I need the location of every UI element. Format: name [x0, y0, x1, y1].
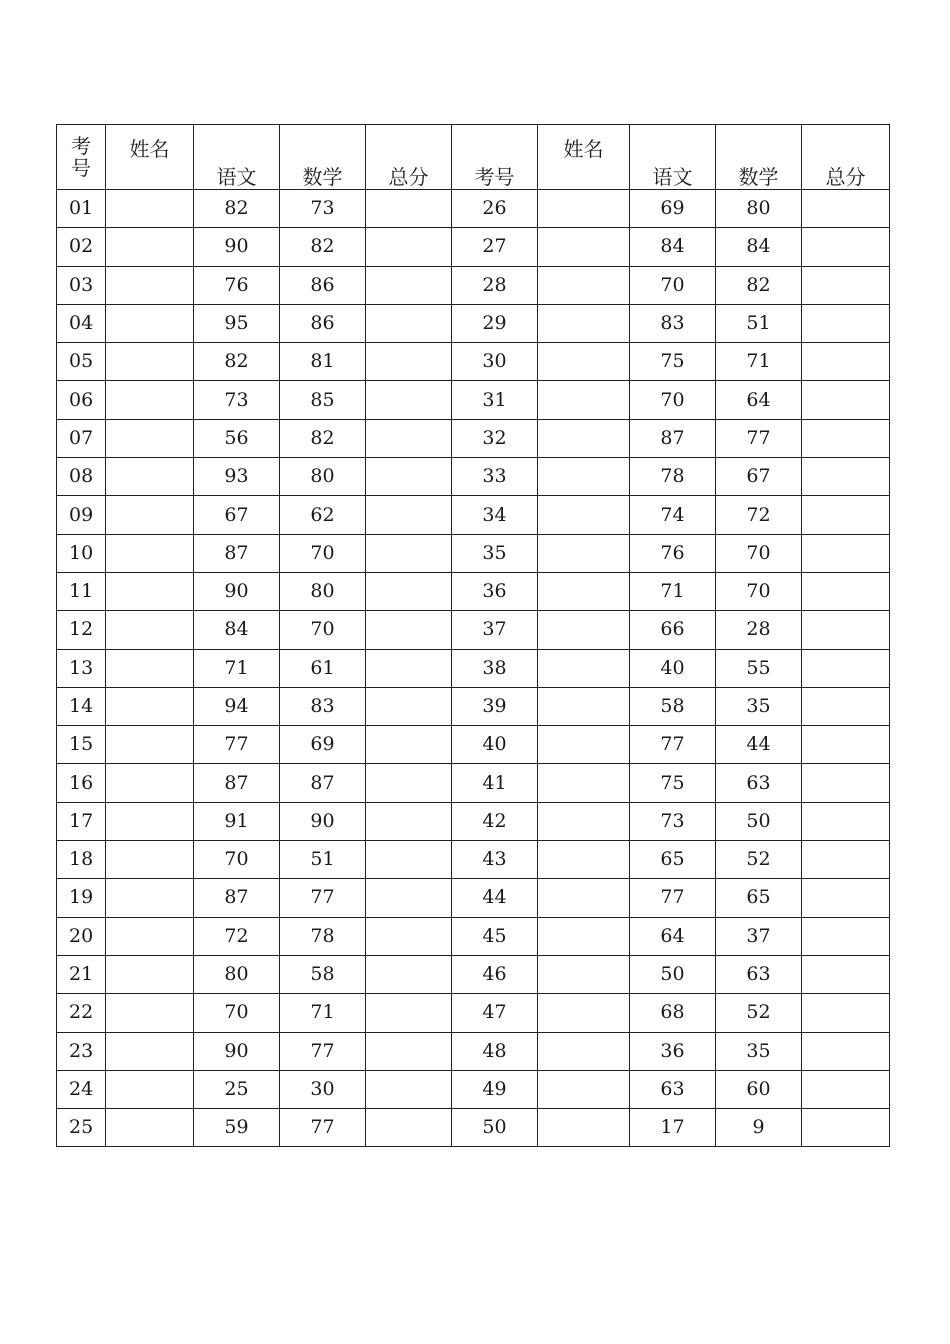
table-row	[57, 611, 890, 649]
right-name-cell	[538, 266, 630, 304]
left-chinese-cell: 71	[194, 649, 280, 687]
table-body	[57, 190, 890, 1147]
right-name-cell	[538, 994, 630, 1032]
header-row	[57, 125, 890, 190]
right-id-cell: 48	[452, 1032, 538, 1070]
right-total-cell	[802, 994, 890, 1032]
right-id-cell: 50	[452, 1109, 538, 1147]
right-chinese-cell: 65	[630, 841, 716, 879]
right-total-cell	[802, 228, 890, 266]
left-id-cell: 22	[57, 994, 106, 1032]
right-chinese-cell: 36	[630, 1032, 716, 1070]
right-chinese-cell: 66	[630, 611, 716, 649]
left-name-cell	[106, 994, 194, 1032]
left-math-cell: 81	[280, 343, 366, 381]
right-math-cell: 67	[716, 458, 802, 496]
right-total-cell	[802, 687, 890, 725]
table-row	[57, 534, 890, 572]
left-id-cell: 13	[57, 649, 106, 687]
right-chinese-cell: 75	[630, 343, 716, 381]
left-math-cell: 78	[280, 917, 366, 955]
header-left-id	[57, 125, 106, 190]
left-math-cell: 70	[280, 534, 366, 572]
right-id-cell: 47	[452, 994, 538, 1032]
right-chinese-cell: 78	[630, 458, 716, 496]
left-name-cell	[106, 304, 194, 342]
right-id-cell: 35	[452, 534, 538, 572]
table-row	[57, 955, 890, 993]
left-chinese-cell: 94	[194, 687, 280, 725]
right-total-cell	[802, 304, 890, 342]
left-math-cell: 62	[280, 496, 366, 534]
table-row	[57, 1070, 890, 1108]
right-id-cell: 37	[452, 611, 538, 649]
left-id-cell: 10	[57, 534, 106, 572]
left-math-cell: 86	[280, 304, 366, 342]
right-math-cell: 52	[716, 994, 802, 1032]
header-left-chinese: 语文	[194, 125, 280, 190]
left-chinese-cell: 76	[194, 266, 280, 304]
right-id-cell: 49	[452, 1070, 538, 1108]
left-total-cell	[366, 649, 452, 687]
right-name-cell	[538, 572, 630, 610]
right-chinese-cell: 17	[630, 1109, 716, 1147]
header-left-id-line1: 考	[71, 134, 91, 158]
right-total-cell	[802, 1032, 890, 1070]
right-name-cell	[538, 687, 630, 725]
right-total-cell	[802, 649, 890, 687]
right-math-cell: 72	[716, 496, 802, 534]
left-id-cell: 09	[57, 496, 106, 534]
left-chinese-cell: 70	[194, 841, 280, 879]
right-name-cell	[538, 304, 630, 342]
right-chinese-cell: 40	[630, 649, 716, 687]
left-math-cell: 90	[280, 802, 366, 840]
left-math-cell: 73	[280, 190, 366, 228]
left-total-cell	[366, 381, 452, 419]
left-name-cell	[106, 266, 194, 304]
right-chinese-cell: 84	[630, 228, 716, 266]
right-chinese-cell: 64	[630, 917, 716, 955]
left-chinese-cell: 90	[194, 228, 280, 266]
header-right-id: 考号	[452, 125, 538, 190]
left-total-cell	[366, 994, 452, 1032]
table-row	[57, 687, 890, 725]
left-id-cell: 05	[57, 343, 106, 381]
table-row	[57, 994, 890, 1032]
header-right-chinese: 语文	[630, 125, 716, 190]
left-chinese-cell: 87	[194, 764, 280, 802]
left-name-cell	[106, 611, 194, 649]
right-math-cell: 35	[716, 1032, 802, 1070]
right-name-cell	[538, 841, 630, 879]
score-table	[56, 124, 890, 1147]
left-id-cell: 08	[57, 458, 106, 496]
right-math-cell: 50	[716, 802, 802, 840]
table-row	[57, 649, 890, 687]
right-name-cell	[538, 879, 630, 917]
left-name-cell	[106, 726, 194, 764]
right-total-cell	[802, 879, 890, 917]
header-left-math: 数学	[280, 125, 366, 190]
left-chinese-cell: 82	[194, 343, 280, 381]
right-chinese-cell: 71	[630, 572, 716, 610]
left-name-cell	[106, 841, 194, 879]
left-math-cell: 82	[280, 228, 366, 266]
left-math-cell: 83	[280, 687, 366, 725]
left-chinese-cell: 91	[194, 802, 280, 840]
left-math-cell: 80	[280, 458, 366, 496]
right-math-cell: 44	[716, 726, 802, 764]
left-name-cell	[106, 190, 194, 228]
right-math-cell: 64	[716, 381, 802, 419]
right-name-cell	[538, 1070, 630, 1108]
left-id-cell: 07	[57, 419, 106, 457]
left-id-cell: 04	[57, 304, 106, 342]
left-name-cell	[106, 879, 194, 917]
right-name-cell	[538, 419, 630, 457]
right-id-cell: 46	[452, 955, 538, 993]
right-math-cell: 70	[716, 534, 802, 572]
left-chinese-cell: 84	[194, 611, 280, 649]
left-id-cell: 14	[57, 687, 106, 725]
header-right-name: 姓名	[538, 125, 630, 190]
left-id-cell: 23	[57, 1032, 106, 1070]
left-math-cell: 80	[280, 572, 366, 610]
right-id-cell: 29	[452, 304, 538, 342]
right-name-cell	[538, 190, 630, 228]
right-id-cell: 39	[452, 687, 538, 725]
right-total-cell	[802, 190, 890, 228]
left-total-cell	[366, 304, 452, 342]
left-chinese-cell: 59	[194, 1109, 280, 1147]
left-name-cell	[106, 917, 194, 955]
left-name-cell	[106, 764, 194, 802]
left-name-cell	[106, 687, 194, 725]
table-row	[57, 1032, 890, 1070]
left-math-cell: 71	[280, 994, 366, 1032]
left-math-cell: 30	[280, 1070, 366, 1108]
right-math-cell: 63	[716, 764, 802, 802]
right-total-cell	[802, 802, 890, 840]
table-row	[57, 802, 890, 840]
left-chinese-cell: 73	[194, 381, 280, 419]
header-right-total: 总分	[802, 125, 890, 190]
left-name-cell	[106, 955, 194, 993]
right-math-cell: 71	[716, 343, 802, 381]
left-total-cell	[366, 228, 452, 266]
right-chinese-cell: 76	[630, 534, 716, 572]
right-math-cell: 52	[716, 841, 802, 879]
right-id-cell: 42	[452, 802, 538, 840]
right-total-cell	[802, 496, 890, 534]
left-total-cell	[366, 1032, 452, 1070]
left-total-cell	[366, 534, 452, 572]
left-chinese-cell: 25	[194, 1070, 280, 1108]
right-math-cell: 84	[716, 228, 802, 266]
right-total-cell	[802, 726, 890, 764]
table-row	[57, 496, 890, 534]
right-name-cell	[538, 764, 630, 802]
right-name-cell	[538, 1032, 630, 1070]
left-chinese-cell: 87	[194, 534, 280, 572]
right-name-cell	[538, 343, 630, 381]
header-right-math: 数学	[716, 125, 802, 190]
left-chinese-cell: 95	[194, 304, 280, 342]
right-math-cell: 77	[716, 419, 802, 457]
right-total-cell	[802, 343, 890, 381]
right-chinese-cell: 77	[630, 879, 716, 917]
left-chinese-cell: 77	[194, 726, 280, 764]
right-math-cell: 51	[716, 304, 802, 342]
right-chinese-cell: 70	[630, 266, 716, 304]
left-chinese-cell: 56	[194, 419, 280, 457]
left-id-cell: 11	[57, 572, 106, 610]
left-total-cell	[366, 458, 452, 496]
right-name-cell	[538, 381, 630, 419]
left-math-cell: 82	[280, 419, 366, 457]
right-math-cell: 82	[716, 266, 802, 304]
right-id-cell: 27	[452, 228, 538, 266]
left-chinese-cell: 90	[194, 572, 280, 610]
right-name-cell	[538, 534, 630, 572]
right-chinese-cell: 87	[630, 419, 716, 457]
right-chinese-cell: 75	[630, 764, 716, 802]
left-chinese-cell: 90	[194, 1032, 280, 1070]
right-id-cell: 28	[452, 266, 538, 304]
table-row	[57, 228, 890, 266]
left-total-cell	[366, 343, 452, 381]
left-math-cell: 87	[280, 764, 366, 802]
left-chinese-cell: 72	[194, 917, 280, 955]
header-left-total: 总分	[366, 125, 452, 190]
right-id-cell: 30	[452, 343, 538, 381]
left-total-cell	[366, 917, 452, 955]
right-total-cell	[802, 611, 890, 649]
right-chinese-cell: 69	[630, 190, 716, 228]
right-math-cell: 28	[716, 611, 802, 649]
left-name-cell	[106, 1032, 194, 1070]
left-name-cell	[106, 649, 194, 687]
right-total-cell	[802, 841, 890, 879]
left-math-cell: 69	[280, 726, 366, 764]
left-id-cell: 15	[57, 726, 106, 764]
left-math-cell: 51	[280, 841, 366, 879]
header-left-id-line2: 号	[71, 156, 91, 180]
right-name-cell	[538, 917, 630, 955]
right-math-cell: 37	[716, 917, 802, 955]
left-id-cell: 19	[57, 879, 106, 917]
right-math-cell: 35	[716, 687, 802, 725]
right-chinese-cell: 70	[630, 381, 716, 419]
left-id-cell: 16	[57, 764, 106, 802]
left-name-cell	[106, 802, 194, 840]
right-math-cell: 60	[716, 1070, 802, 1108]
left-math-cell: 58	[280, 955, 366, 993]
left-id-cell: 06	[57, 381, 106, 419]
right-id-cell: 41	[452, 764, 538, 802]
left-name-cell	[106, 1109, 194, 1147]
table-row	[57, 190, 890, 228]
left-chinese-cell: 80	[194, 955, 280, 993]
table-row	[57, 304, 890, 342]
left-total-cell	[366, 572, 452, 610]
right-name-cell	[538, 458, 630, 496]
left-total-cell	[366, 419, 452, 457]
right-name-cell	[538, 955, 630, 993]
right-total-cell	[802, 419, 890, 457]
left-name-cell	[106, 228, 194, 266]
left-id-cell: 01	[57, 190, 106, 228]
left-total-cell	[366, 879, 452, 917]
left-name-cell	[106, 572, 194, 610]
left-id-cell: 18	[57, 841, 106, 879]
left-id-cell: 24	[57, 1070, 106, 1108]
right-id-cell: 26	[452, 190, 538, 228]
table-row	[57, 458, 890, 496]
right-name-cell	[538, 1109, 630, 1147]
left-math-cell: 61	[280, 649, 366, 687]
right-total-cell	[802, 572, 890, 610]
right-id-cell: 45	[452, 917, 538, 955]
left-chinese-cell: 87	[194, 879, 280, 917]
left-name-cell	[106, 496, 194, 534]
table-row	[57, 726, 890, 764]
left-name-cell	[106, 419, 194, 457]
right-id-cell: 40	[452, 726, 538, 764]
right-math-cell: 70	[716, 572, 802, 610]
table-header	[57, 125, 890, 190]
table-row	[57, 266, 890, 304]
right-name-cell	[538, 496, 630, 534]
left-total-cell	[366, 1070, 452, 1108]
left-total-cell	[366, 266, 452, 304]
header-left-name: 姓名	[106, 125, 194, 190]
left-name-cell	[106, 343, 194, 381]
right-chinese-cell: 83	[630, 304, 716, 342]
left-total-cell	[366, 726, 452, 764]
left-id-cell: 02	[57, 228, 106, 266]
left-total-cell	[366, 496, 452, 534]
table-row	[57, 1109, 890, 1147]
right-id-cell: 33	[452, 458, 538, 496]
left-chinese-cell: 82	[194, 190, 280, 228]
right-chinese-cell: 68	[630, 994, 716, 1032]
table-row	[57, 343, 890, 381]
left-chinese-cell: 70	[194, 994, 280, 1032]
right-id-cell: 31	[452, 381, 538, 419]
right-chinese-cell: 50	[630, 955, 716, 993]
right-total-cell	[802, 534, 890, 572]
right-total-cell	[802, 955, 890, 993]
right-math-cell: 63	[716, 955, 802, 993]
left-total-cell	[366, 190, 452, 228]
right-id-cell: 44	[452, 879, 538, 917]
table-row	[57, 381, 890, 419]
left-total-cell	[366, 687, 452, 725]
right-chinese-cell: 58	[630, 687, 716, 725]
right-math-cell: 9	[716, 1109, 802, 1147]
left-name-cell	[106, 381, 194, 419]
right-math-cell: 80	[716, 190, 802, 228]
left-total-cell	[366, 802, 452, 840]
table-row	[57, 572, 890, 610]
right-name-cell	[538, 611, 630, 649]
left-math-cell: 70	[280, 611, 366, 649]
right-total-cell	[802, 381, 890, 419]
left-id-cell: 25	[57, 1109, 106, 1147]
left-total-cell	[366, 841, 452, 879]
right-name-cell	[538, 228, 630, 266]
right-id-cell: 34	[452, 496, 538, 534]
right-id-cell: 32	[452, 419, 538, 457]
right-total-cell	[802, 266, 890, 304]
left-total-cell	[366, 611, 452, 649]
right-math-cell: 65	[716, 879, 802, 917]
left-id-cell: 17	[57, 802, 106, 840]
left-id-cell: 12	[57, 611, 106, 649]
right-name-cell	[538, 649, 630, 687]
right-id-cell: 36	[452, 572, 538, 610]
right-name-cell	[538, 802, 630, 840]
left-id-cell: 21	[57, 955, 106, 993]
right-total-cell	[802, 917, 890, 955]
right-total-cell	[802, 764, 890, 802]
table-row	[57, 419, 890, 457]
left-math-cell: 77	[280, 1109, 366, 1147]
left-name-cell	[106, 458, 194, 496]
right-chinese-cell: 77	[630, 726, 716, 764]
table-row	[57, 917, 890, 955]
left-math-cell: 86	[280, 266, 366, 304]
right-chinese-cell: 74	[630, 496, 716, 534]
left-total-cell	[366, 764, 452, 802]
left-chinese-cell: 67	[194, 496, 280, 534]
right-math-cell: 55	[716, 649, 802, 687]
table-row	[57, 879, 890, 917]
right-id-cell: 43	[452, 841, 538, 879]
left-id-cell: 03	[57, 266, 106, 304]
left-math-cell: 77	[280, 1032, 366, 1070]
table-row	[57, 764, 890, 802]
left-total-cell	[366, 1109, 452, 1147]
right-id-cell: 38	[452, 649, 538, 687]
table-row	[57, 841, 890, 879]
left-id-cell: 20	[57, 917, 106, 955]
left-chinese-cell: 93	[194, 458, 280, 496]
right-total-cell	[802, 1109, 890, 1147]
right-chinese-cell: 63	[630, 1070, 716, 1108]
right-total-cell	[802, 458, 890, 496]
left-total-cell	[366, 955, 452, 993]
left-math-cell: 85	[280, 381, 366, 419]
left-name-cell	[106, 1070, 194, 1108]
right-chinese-cell: 73	[630, 802, 716, 840]
right-name-cell	[538, 726, 630, 764]
left-name-cell	[106, 534, 194, 572]
right-total-cell	[802, 1070, 890, 1108]
left-math-cell: 77	[280, 879, 366, 917]
